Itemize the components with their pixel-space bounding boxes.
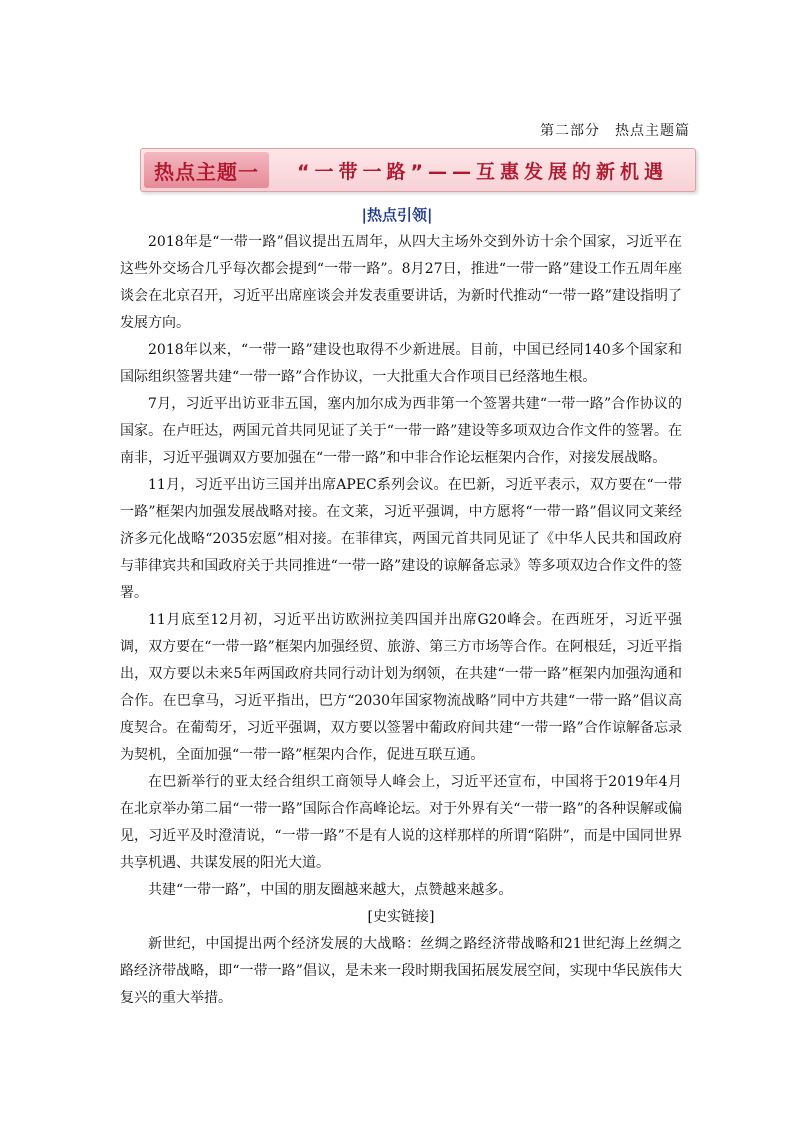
paragraph-2: 2018年以来，“一带一路”建设也取得不少新进展。目前，中国已经同140多个国家和国际组织签署共建“一带一路”合作协议，一大批重大合作项目已经落地生根。	[120, 342, 682, 385]
article-body	[120, 229, 682, 1012]
topic-number-label: 热点主题一	[144, 152, 269, 188]
history-paragraph: 新世纪，中国提出两个经济发展的大战略：丝绸之路经济带战略和21世纪海上丝绸之路经济带战略，即“一带一路”倡议，是未来一段时期我国拓展发展空间，实现中华民族伟大复兴的重大举措。	[120, 936, 682, 1006]
part-header: 第二部分 热点主题篇	[540, 123, 690, 139]
section-heading-hot-points: |热点引领|	[361, 206, 433, 224]
topic-title: “一带一路”——互惠发展的新机遇	[297, 160, 668, 183]
paragraph-3: 7月，习近平出访亚非五国，塞内加尔成为西非第一个签署共建“一带一路”合作协议的国家。在卢旺达，两国元首共同见证了关于“一带一路”建设等多项双边合作文件的签署。在南非，习近平强调双方要加强在“一带一路”和中非合作论坛框架内合作，对接发展战略。	[120, 396, 682, 466]
paragraph-5: 11月底至12月初，习近平出访欧洲拉美四国并出席G20峰会。在西班牙，习近平强调，双方要在“一带一路”框架内加强经贸、旅游、第三方市场等合作。在阿根廷，习近平指出，双方要以未来5年两国政府共同行动计划为纲领，在共建“一带一路”框架内加强沟通和合作。在巴拿马，习近平指出，巴方“2030年国家物流战略”同中方共建“一带一路”倡议高度契合。在葡萄牙，习近平强调，双方要以签署中葡政府间共建“一带一路”合作谅解备忘录为契机，全面加强“一带一路”框架内合作，促进互联互通。	[120, 612, 682, 763]
topic-banner	[140, 148, 696, 192]
paragraph-7: 共建“一带一路”，中国的朋友圈越来越大，点赞越来越多。	[148, 882, 513, 898]
paragraph-4: 11月，习近平出访三国并出席APEC系列会议。在巴新，习近平表示，双方要在“一带一路”框架内加强发展战略对接。在文莱，习近平强调，中方愿将“一带一路”倡议同文莱经济多元化战略“2035宏愿”相对接。在菲律宾，两国元首共同见证了《中华人民共和国政府与菲律宾共和国政府关于共同推进“一带一路”建设的谅解备忘录》等多项双边合作文件的签署。	[120, 477, 682, 601]
history-link-heading: [史实链接]	[367, 909, 435, 925]
paragraph-6: 在巴新举行的亚太经合组织工商领导人峰会上，习近平还宣布，中国将于2019年4月在北京举办第二届“一带一路”国际合作高峰论坛。对于外界有关“一带一路”的各种误解或偏见，习近平及时澄清说，“一带一路”不是有人说的这样那样的所谓“陷阱”，而是中国同世界共享机遇、共谋发展的阳光大道。	[120, 774, 682, 871]
paragraph-1: 2018年是“一带一路”倡议提出五周年，从四大主场外交到外访十余个国家，习近平在这些外交场合几乎每次都会提到“一带一路”。8月27日，推进“一带一路”建设工作五周年座谈会在北京召开，习近平出席座谈会并发表重要讲话，为新时代推动“一带一路”建设指明了发展方向。	[120, 234, 682, 331]
